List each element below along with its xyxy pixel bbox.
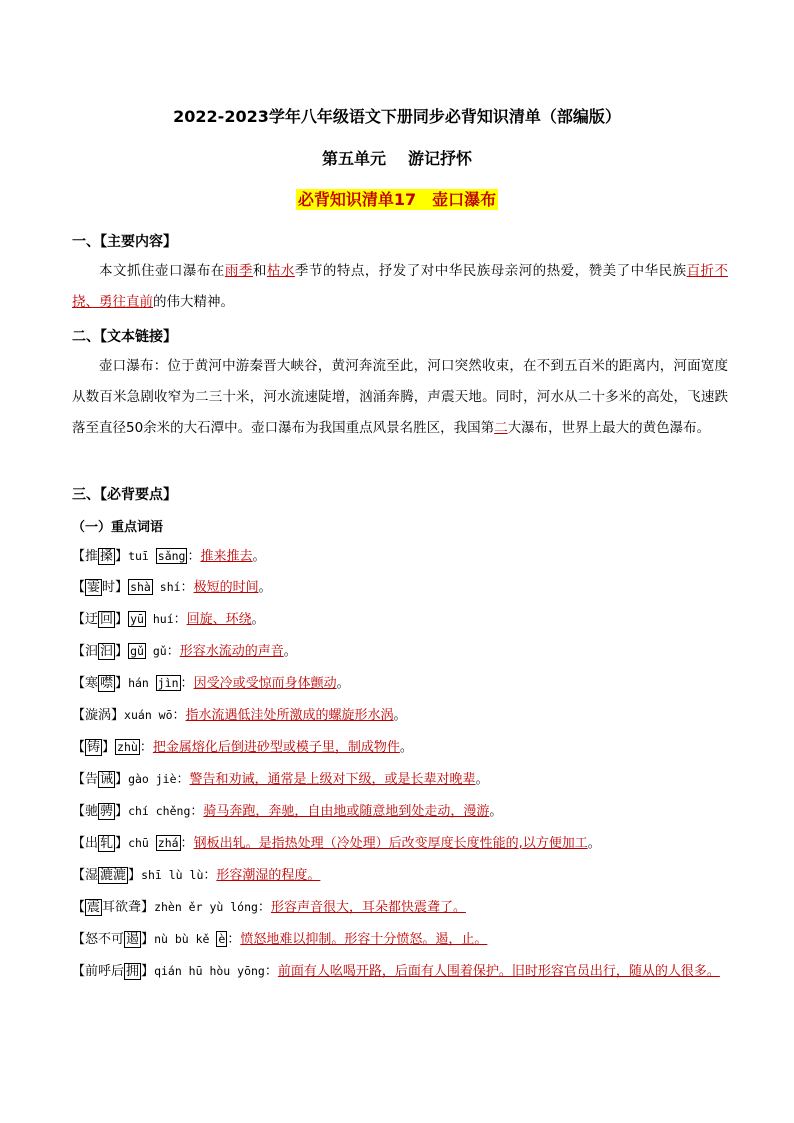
bracket-open: 【 — [72, 804, 86, 819]
section-text-link-paragraph — [72, 351, 728, 444]
lesson-title — [0, 187, 794, 210]
vocab-word: 寒 — [85, 676, 99, 691]
bracket-open: 【 — [72, 964, 86, 979]
vocab-pinyin-boxed: è — [218, 932, 226, 946]
vocab-pinyin-boxed: jìn — [157, 676, 179, 690]
bracket-open: 【 — [72, 549, 86, 564]
vocab-entry — [72, 796, 732, 827]
vocab-definition: 骑马奔跑，奔驰，自由地或随意地到处走动，漫游 — [203, 804, 490, 819]
vocab-word: 时 — [102, 580, 116, 595]
bracket-open: 【 — [72, 932, 86, 947]
vocab-word-boxed: 漉漉 — [100, 868, 127, 883]
vocab-pinyin: shí — [152, 580, 181, 594]
vocab-pinyin-boxed: zhù — [117, 740, 138, 754]
colon: ： — [180, 836, 194, 851]
vocab-pinyin: chū — [128, 836, 156, 850]
text-run: 本文抓住壶口瀑布在 — [99, 263, 225, 279]
text-run: 壶口瀑布：位于黄河中游秦晋大峡谷，黄河奔流至此，河口突然收束，在不到五百米的距离内，河面宽度从数百米急剧收窄为二三十米，河水流速陡增，汹涌奔腾，声震天地。同时，河水从二十多米的高处，飞速跌落至直径50余米的大石潭中。壶口瀑布为我国重点风景名胜区，我国第 — [72, 358, 728, 436]
period: 。 — [475, 772, 489, 787]
vocab-word: 漩涡 — [85, 708, 112, 723]
vocab-entry — [72, 636, 732, 667]
colon: ： — [176, 772, 190, 787]
bracket-open: 【 — [72, 644, 86, 659]
vocab-word: 迂 — [85, 612, 99, 627]
vocab-pinyin: qián hū hòu yōng — [154, 964, 265, 978]
period: 。 — [283, 644, 297, 659]
vocab-pinyin: tuī — [128, 549, 156, 563]
bracket-open: 【 — [72, 868, 86, 883]
vocab-entry — [72, 668, 732, 699]
vocab-pinyin: xuán wō — [124, 708, 173, 722]
bracket-close: 】 — [115, 549, 129, 564]
bracket-close: 】 — [115, 644, 129, 659]
vocab-word: 前呼后 — [85, 964, 125, 979]
colon: ： — [257, 900, 271, 915]
vocab-definition: 前面有人吆喝开路，后面有人围着保护。旧时形容官员出行，随从的人很多。 — [277, 964, 720, 979]
bracket-open: 【 — [72, 676, 86, 691]
key-term: 百折不挠、勇往直前 — [72, 263, 729, 310]
vocab-word-boxed: 震 — [87, 900, 101, 915]
bracket-close: 】 — [141, 900, 155, 915]
vocab-definition: 极短的时间 — [193, 580, 259, 595]
bracket-close: 】 — [102, 740, 116, 755]
vocab-word: 告 — [85, 772, 99, 787]
colon: ： — [166, 644, 180, 659]
vocab-entry — [72, 828, 732, 859]
section-main-content-heading: 一、【主要内容】 — [72, 234, 177, 250]
bracket-close: 】 — [115, 772, 129, 787]
vocab-definition: 推来推去 — [200, 549, 253, 564]
unit-name: 游记抒怀 — [408, 149, 473, 168]
colon: ： — [203, 868, 217, 883]
section-text-link-heading: 二、【文本链接】 — [72, 329, 177, 345]
bracket-close: 】 — [115, 580, 129, 595]
bracket-close: 】 — [141, 932, 155, 947]
vocab-definition: 形容声音很大，耳朵都快震聋了。 — [270, 900, 466, 915]
vocab-entry — [72, 541, 732, 572]
vocab-pinyin: nù bù kě — [154, 932, 217, 946]
section-key-points-heading: 三、【必背要点】 — [72, 487, 177, 503]
vocab-entry — [72, 732, 732, 763]
colon: ： — [172, 708, 186, 723]
bracket-close: 】 — [115, 804, 129, 819]
vocab-word-boxed: 噤 — [100, 676, 114, 691]
vocab-word: 推 — [85, 549, 99, 564]
vocab-pinyin: hán — [128, 676, 156, 690]
bracket-open: 【 — [72, 836, 86, 851]
vocab-entry — [72, 956, 732, 987]
period: 。 — [258, 580, 272, 595]
vocab-word: 出 — [85, 836, 99, 851]
vocab-pinyin-boxed: yū — [130, 612, 144, 626]
unit-title — [0, 146, 794, 169]
period: 。 — [587, 836, 601, 851]
vocab-pinyin: huí — [145, 612, 174, 626]
vocab-pinyin-boxed: gǔ — [130, 644, 144, 658]
bracket-open: 【 — [72, 900, 86, 915]
vocab-word-boxed: 拥 — [126, 964, 140, 979]
text-run: 季节的特点，抒发了对中华民族母亲河的热爱，赞美了中华民族 — [294, 263, 687, 279]
vocab-entry — [72, 572, 732, 603]
vocab-word-boxed: 遏 — [126, 932, 140, 947]
text-run: 和 — [252, 263, 267, 279]
bracket-open: 【 — [72, 612, 86, 627]
section-main-content-paragraph — [72, 256, 728, 318]
subsection-key-words: （一）重点词语 — [72, 520, 164, 535]
colon: ： — [139, 740, 153, 755]
vocab-definition: 形容水流动的声音 — [179, 644, 284, 659]
bracket-close: 】 — [128, 868, 142, 883]
colon: ： — [180, 580, 194, 595]
colon: ： — [190, 804, 204, 819]
vocab-pinyin: shī lù lù — [141, 868, 204, 882]
vocab-entry — [72, 700, 732, 731]
vocab-entry — [72, 924, 732, 955]
period: 。 — [336, 676, 350, 691]
vocab-definition: 形容潮湿的程度。 — [216, 868, 321, 883]
vocab-definition: 警告和劝诫，通常是上级对下级，或是长辈对晚辈 — [189, 772, 476, 787]
colon: ： — [180, 676, 194, 691]
period: 。 — [399, 740, 413, 755]
vocab-word-boxed: 霎 — [87, 580, 101, 595]
vocab-pinyin: zhèn ěr yù lóng — [154, 900, 258, 914]
colon: ： — [264, 964, 278, 979]
text-run: 的伟大精神。 — [153, 294, 234, 310]
text-run: 大瀑布，世界上最大的黄色瀑布。 — [507, 420, 711, 436]
key-term: 二 — [494, 420, 508, 436]
bracket-close: 】 — [115, 676, 129, 691]
vocab-definition: 愤怒地难以抑制。形容十分愤怒。遏，止。 — [240, 932, 488, 947]
vocab-pinyin: chí chěng — [128, 804, 191, 818]
vocab-word-boxed: 汩 — [100, 644, 114, 659]
bracket-open: 【 — [72, 772, 86, 787]
vocab-word-boxed: 骋 — [100, 804, 114, 819]
colon: ： — [187, 549, 201, 564]
vocab-word-boxed: 搡 — [100, 549, 114, 564]
vocab-definition: 因受冷或受惊而身体颤动 — [193, 676, 337, 691]
bracket-close: 】 — [115, 836, 129, 851]
lesson-title-highlight: 必背知识清单17 壶口瀑布 — [297, 190, 497, 209]
key-term: 枯水 — [266, 263, 295, 279]
unit-number: 第五单元 — [321, 149, 386, 168]
bracket-open: 【 — [72, 708, 86, 723]
vocab-word-boxed: 回 — [100, 612, 114, 627]
bracket-close: 】 — [111, 708, 125, 723]
key-term: 雨季 — [224, 263, 253, 279]
vocab-definition: 钢板出轧。是指热处理（冷处理）后改变厚度长度性能的,以方便加工 — [193, 836, 588, 851]
bracket-close: 】 — [141, 964, 155, 979]
vocab-word-boxed: 轧 — [100, 836, 114, 851]
vocab-word-boxed: 铸 — [87, 740, 101, 755]
period: 。 — [251, 612, 265, 627]
bracket-open: 【 — [72, 740, 86, 755]
period: 。 — [489, 804, 503, 819]
vocab-entry — [72, 604, 732, 635]
period: 。 — [393, 708, 407, 723]
vocab-definition: 指水流遇低洼处所激成的螺旋形水涡 — [185, 708, 394, 723]
vocab-word-boxed: 诫 — [100, 772, 114, 787]
vocab-word: 驰 — [85, 804, 99, 819]
vocab-pinyin-boxed: shà — [130, 580, 151, 594]
period: 。 — [252, 549, 266, 564]
vocab-pinyin: gào jiè — [128, 772, 177, 786]
vocab-word: 汩 — [85, 644, 99, 659]
vocab-pinyin: gǔ — [145, 644, 167, 658]
document-title: 2022-2023学年八年级语文下册同步必背知识清单（部编版） — [173, 107, 621, 126]
vocab-definition: 把金属熔化后倒进砂型或模子里，制成物件 — [152, 740, 400, 755]
bracket-close: 】 — [115, 612, 129, 627]
vocab-pinyin-boxed: sǎng — [157, 549, 186, 563]
colon: ： — [173, 612, 187, 627]
vocab-word: 湿 — [85, 868, 99, 883]
vocab-entry — [72, 892, 732, 923]
vocab-word: 耳欲聋 — [102, 900, 142, 915]
bracket-open: 【 — [72, 580, 86, 595]
vocab-word: 怒不可 — [85, 932, 125, 947]
vocab-entry — [72, 860, 732, 891]
vocab-entry — [72, 764, 732, 795]
vocab-pinyin-boxed: zhá — [157, 836, 179, 850]
vocab-definition: 回旋、环绕 — [186, 612, 252, 627]
colon: ： — [227, 932, 241, 947]
